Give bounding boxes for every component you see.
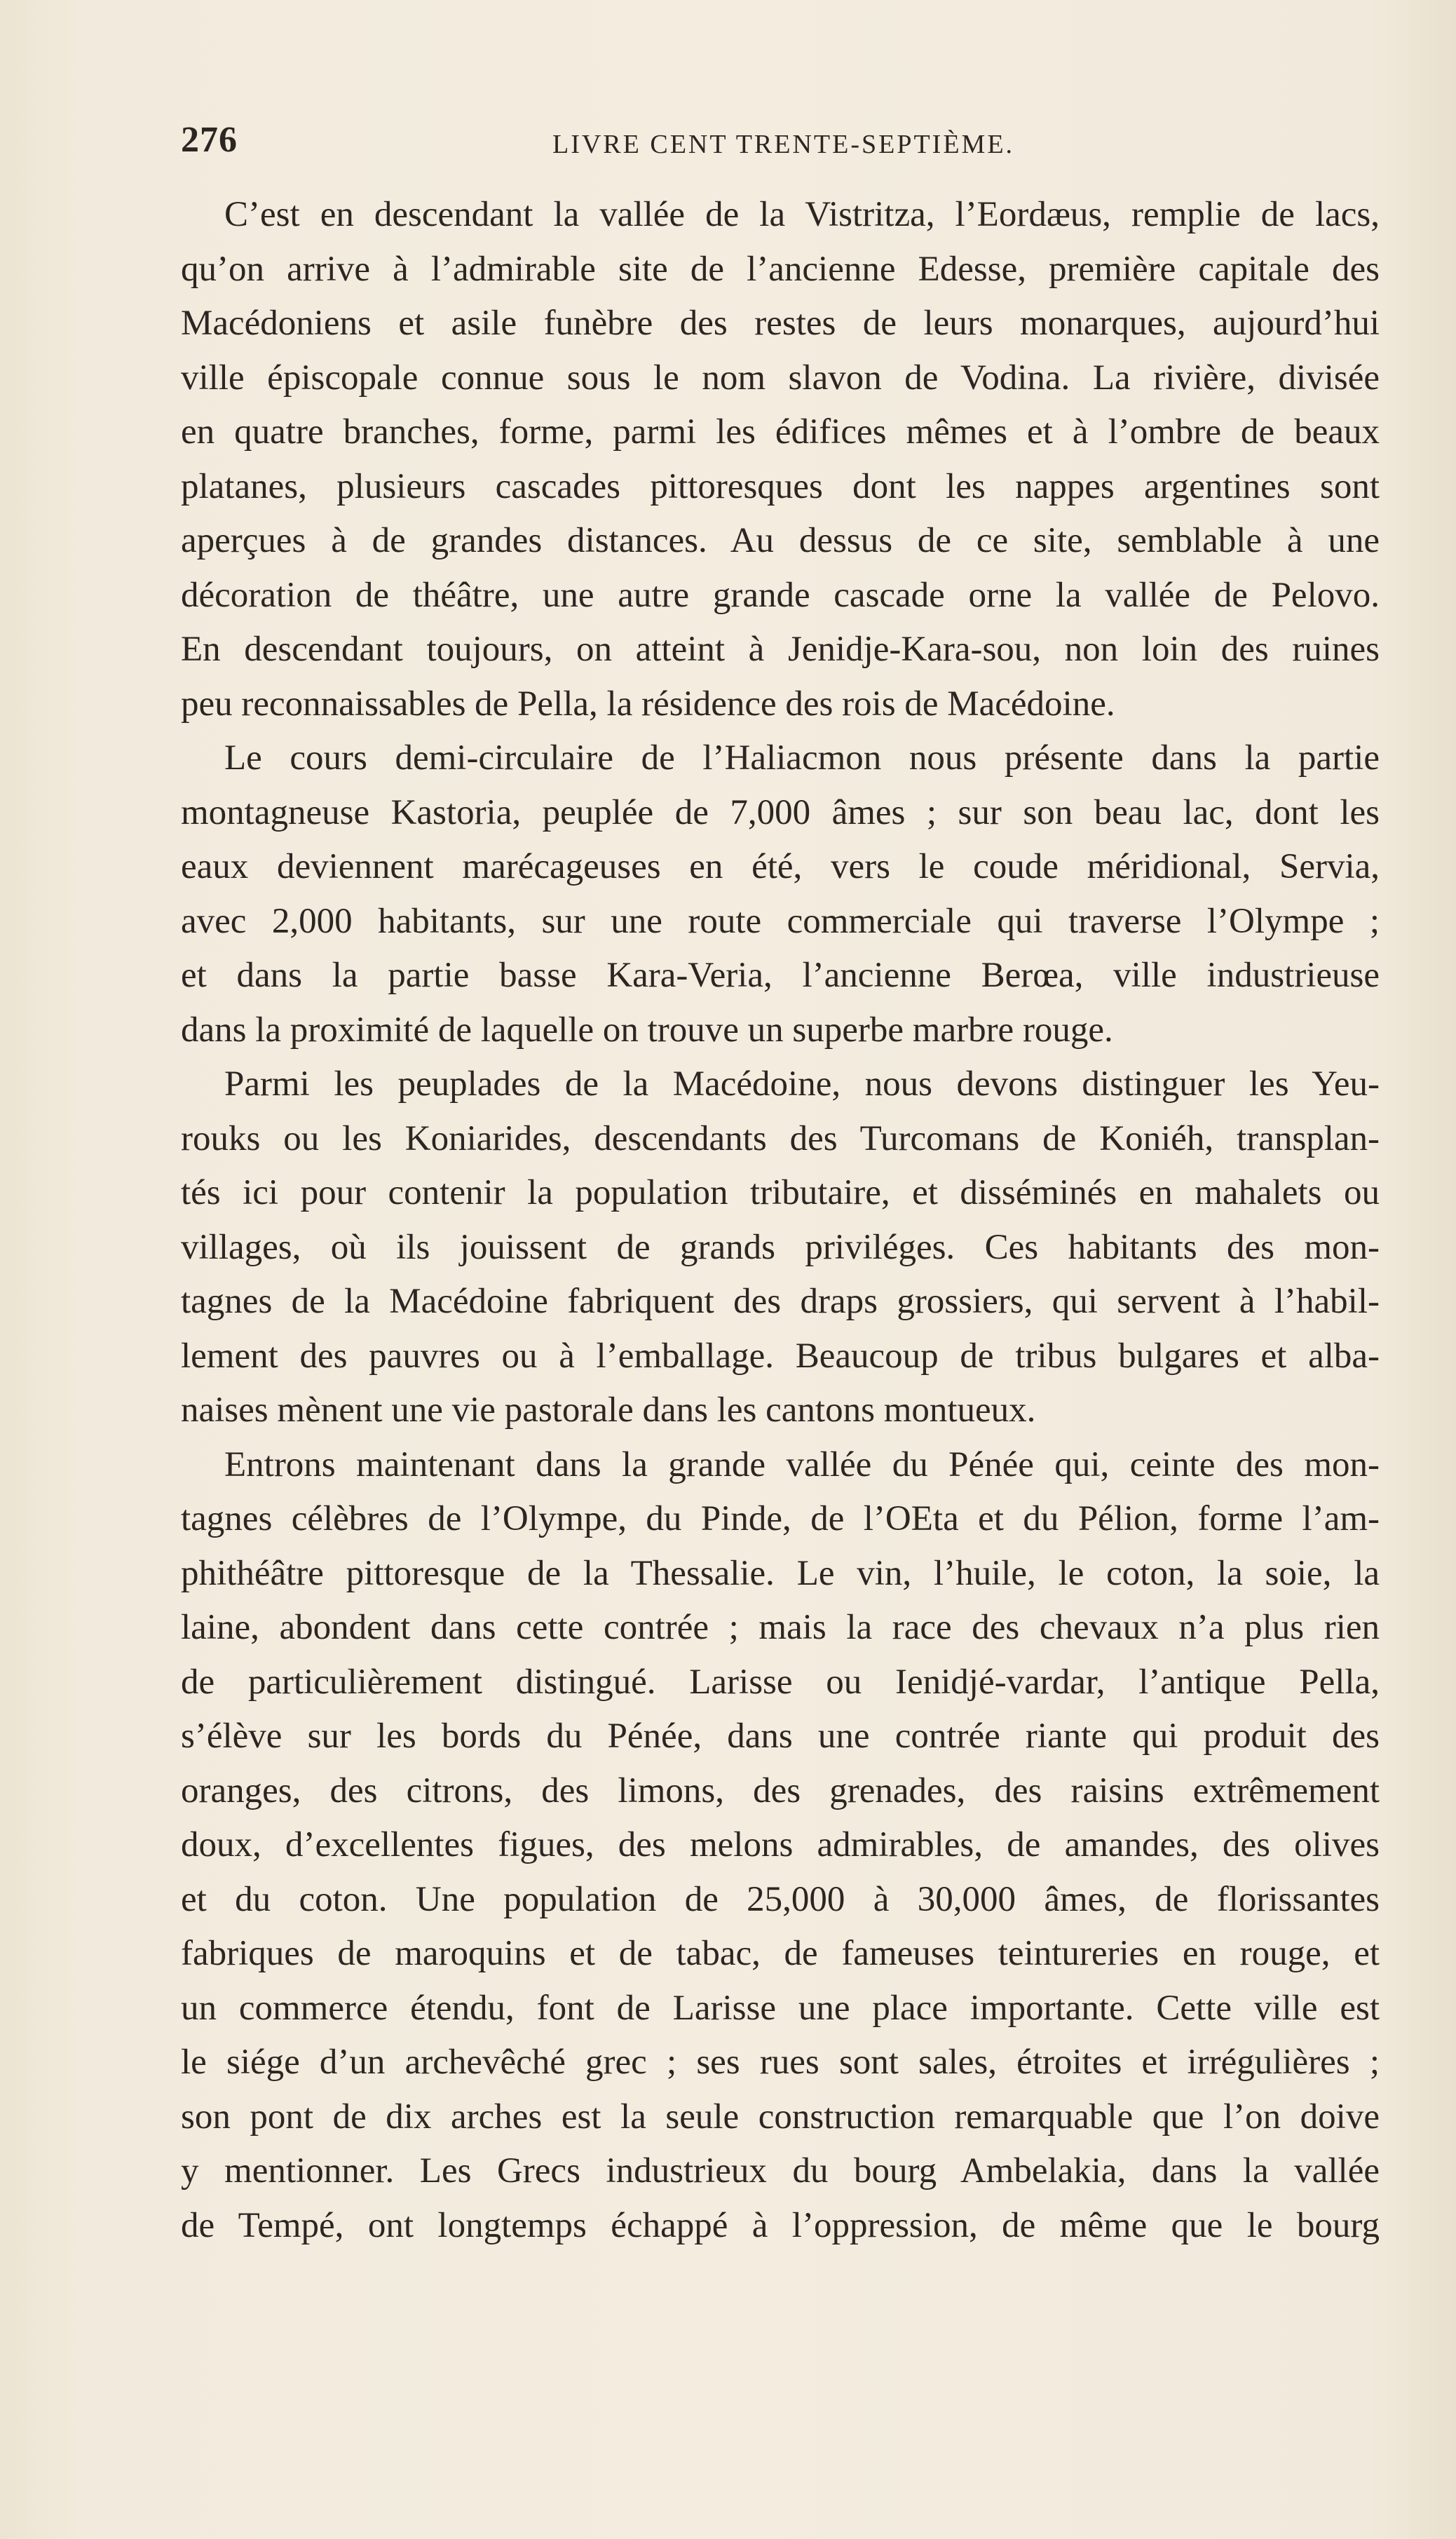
text-line: en quatre branches, forme, parmi les édifices mêmes et à l’ombre de beaux xyxy=(181,412,1380,452)
text-line: et dans la partie basse Kara-Veria, l’ancienne Berœa, ville industrieuse xyxy=(181,956,1380,995)
text-line: un commerce étendu, font de Larisse une place importante. Cette ville est xyxy=(181,1988,1380,2028)
text-line: laine, abondent dans cette contrée ; mais la race des chevaux n’a plus rien xyxy=(181,1608,1380,1647)
text-line: tagnes célèbres de l’Olympe, du Pinde, de l’OEta et du Pélion, forme l’am- xyxy=(181,1499,1380,1538)
text-line: son pont de dix arches est la seule construction remarquable que l’on doive xyxy=(181,2097,1380,2137)
running-head: LIVRE CENT TRENTE-SEPTIÈME. xyxy=(552,130,1015,159)
text-line: aperçues à de grandes distances. Au dessus de ce site, semblable à une xyxy=(181,521,1380,560)
text-line: dans la proximité de laquelle on trouve un superbe marbre rouge. xyxy=(181,1010,1113,1050)
text-line: fabriques de maroquins et de tabac, de fameuses teintureries en rouge, et xyxy=(181,1934,1380,1973)
text-line: doux, d’excellentes figues, des melons admirables, de amandes, des olives xyxy=(181,1825,1380,1864)
text-line: naises mènent une vie pastorale dans les cantons montueux. xyxy=(181,1390,1036,1430)
text-line: et du coton. Une population de 25,000 à 30,000 âmes, de florissantes xyxy=(181,1879,1380,1919)
text-line: de Tempé, ont longtemps échappé à l’oppression, de même que le bourg xyxy=(181,2205,1380,2245)
page-number: 276 xyxy=(181,120,238,160)
text-line: Macédoniens et asile funèbre des restes de leurs monarques, aujourd’hui xyxy=(181,304,1380,343)
text-line: peu reconnaissables de Pella, la résidence des rois de Macédoine. xyxy=(181,684,1115,724)
text-line: montagneuse Kastoria, peuplée de 7,000 âmes ; sur son beau lac, dont les xyxy=(181,792,1380,832)
text-line: le siége d’un archevêché grec ; ses rues sont sales, étroites et irrégulières ; xyxy=(181,2043,1380,2082)
text-line: eaux deviennent marécageuses en été, vers le coude méridional, Servia, xyxy=(181,847,1380,886)
text-line: tagnes de la Macédoine fabriquent des draps grossiers, qui servent à l’habil- xyxy=(181,1282,1380,1321)
text-line: Parmi les peuplades de la Macédoine, nous devons distinguer les Yeu- xyxy=(224,1064,1380,1104)
text-line: de particulièrement distingué. Larisse ou Ienidjé-vardar, l’antique Pella, xyxy=(181,1662,1380,1702)
text-line: lement des pauvres ou à l’emballage. Beaucoup de tribus bulgares et alba- xyxy=(181,1336,1380,1376)
text-line: platanes, plusieurs cascades pittoresques dont les nappes argentines sont xyxy=(181,466,1380,506)
page-header xyxy=(181,119,1380,175)
text-line: décoration de théâtre, une autre grande cascade orne la vallée de Pelovo. xyxy=(181,575,1380,615)
text-line: Le cours demi-circulaire de l’Haliacmon nous présente dans la partie xyxy=(224,738,1380,778)
text-line: En descendant toujours, on atteint à Jenidje-Kara-sou, non loin des ruines xyxy=(181,630,1380,669)
text-line: villages, où ils jouissent de grands priviléges. Ces habitants des mon- xyxy=(181,1227,1380,1267)
body-text xyxy=(181,188,1380,2253)
text-line: s’élève sur les bords du Pénée, dans une contrée riante qui produit des xyxy=(181,1717,1380,1756)
text-line: tés ici pour contenir la population tributaire, et disséminés en mahalets ou xyxy=(181,1173,1380,1212)
text-line: avec 2,000 habitants, sur une route commerciale qui traverse l’Olympe ; xyxy=(181,901,1380,941)
text-line: oranges, des citrons, des limons, des grenades, des raisins extrêmement xyxy=(181,1770,1380,1810)
text-line: qu’on arrive à l’admirable site de l’ancienne Edesse, première capitale des xyxy=(181,249,1380,289)
text-line: ville épiscopale connue sous le nom slavon de Vodina. La rivière, divisée xyxy=(181,358,1380,398)
text-line: Entrons maintenant dans la grande vallée du Pénée qui, ceinte des mon- xyxy=(224,1444,1380,1484)
text-line: phithéâtre pittoresque de la Thessalie. Le vin, l’huile, le coton, la soie, la xyxy=(181,1553,1380,1593)
text-line: rouks ou les Koniarides, descendants des Turcomans de Koniéh, transplan- xyxy=(181,1118,1380,1158)
text-line: C’est en descendant la vallée de la Vistritza, l’Eordæus, remplie de lacs, xyxy=(224,195,1380,234)
text-line: y mentionner. Les Grecs industrieux du bourg Ambelakia, dans la vallée xyxy=(181,2151,1380,2191)
